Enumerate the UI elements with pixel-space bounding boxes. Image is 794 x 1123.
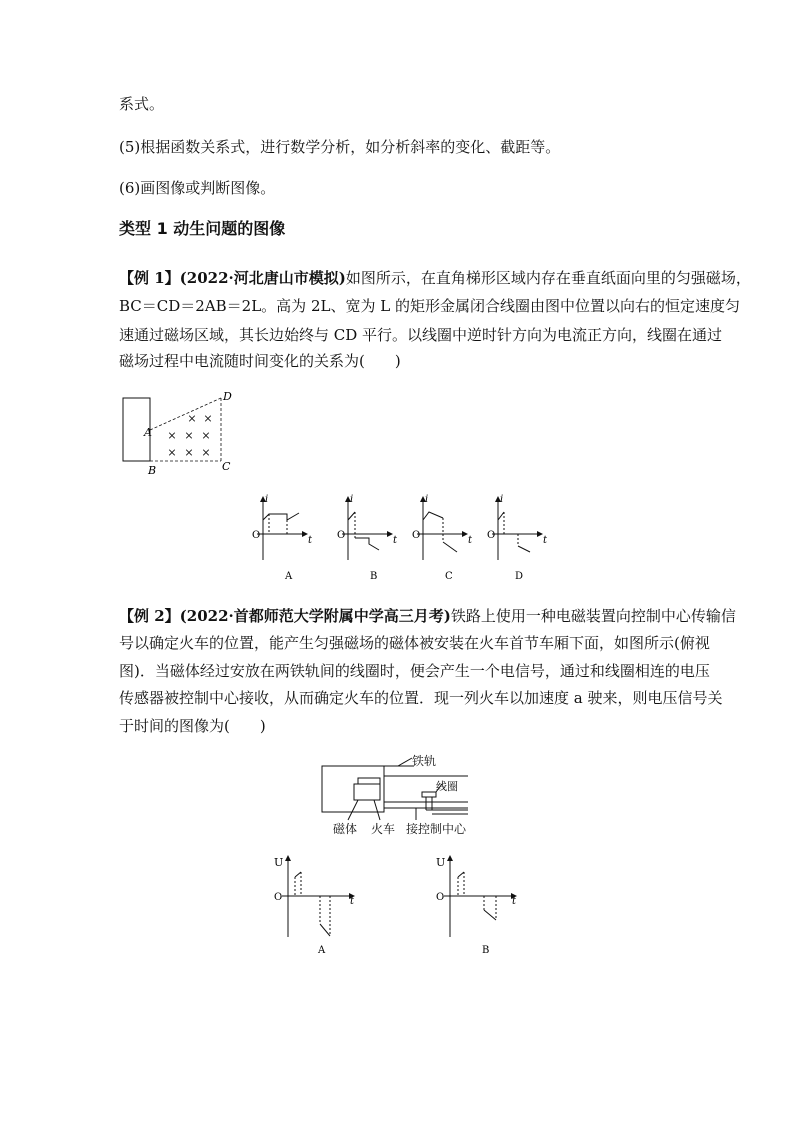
label-B: B	[148, 464, 157, 477]
ex2-graph-B-option: B	[482, 945, 490, 956]
svg-text:×: ×	[187, 412, 197, 425]
text-line-1: 系式。	[119, 95, 165, 113]
ex1-line-1	[119, 268, 751, 288]
ex2-graph-A-y-label: U	[274, 856, 284, 869]
svg-text:×: ×	[184, 446, 194, 459]
label-control: 接控制中心	[406, 822, 467, 836]
ex2-tag: 【例 2】	[119, 607, 180, 625]
ex1-line1-rest: 如图所示，在直角梯形区域内存在垂直纸面向里的匀强磁场，	[345, 269, 751, 287]
svg-text:×: ×	[203, 412, 213, 425]
svg-text:×: ×	[201, 429, 211, 442]
graph-B	[342, 497, 392, 560]
ex2-graph-A-option: A	[318, 945, 326, 956]
text-line-2: (5)根据函数关系式，进行数学分析，如分析斜率的变化、截距等。	[119, 138, 561, 156]
graph-A-origin: O	[252, 530, 261, 541]
ex2-line1-rest: 铁路上使用一种电磁装置向控制中心传输信	[450, 607, 736, 625]
label-coil: 线圈	[436, 780, 458, 793]
ex2-line-1	[119, 606, 736, 626]
label-D: D	[223, 390, 232, 403]
ex2-source: (2022·首都师范大学附属中学高三月考)	[179, 607, 451, 625]
graph-A-option: A	[285, 571, 293, 582]
ex2-graph-A-x-label: t	[350, 896, 355, 907]
svg-text:×: ×	[201, 446, 211, 459]
ex1-line-3: 速通过磁场区域，其长边始终与 CD 平行。以线圈中逆时针方向为电流正方向，线圈在通过	[119, 326, 723, 344]
graph-D-option: D	[515, 571, 524, 582]
ex2-line-3: 图)．当磁体经过安放在两铁轨间的线圈时，便会产生一个电信号，通过和线圈相连的电压	[119, 662, 710, 680]
ex2-line-2: 号以确定火车的位置，能产生匀强磁场的磁体被安装在火车首节车厢下面，如图所示(俯视	[119, 634, 710, 652]
graph-B-x-label: t	[393, 535, 398, 546]
ex2-graph-B-origin: O	[436, 892, 445, 903]
ex2-graph-A-origin: O	[274, 892, 283, 903]
ex2-line-5: 于时间的图像为( )	[119, 717, 266, 735]
label-magnet: 磁体	[333, 822, 358, 836]
ex2-graph-B-y-label: U	[436, 856, 446, 869]
label-C: C	[222, 460, 231, 473]
ex2-line-4: 传感器被控制中心接收，从而确定火车的位置．现一列火车以加速度 a 驶来，则电压信号关	[119, 689, 723, 707]
graph-C-option: C	[445, 571, 453, 582]
ex2-graph-B	[444, 856, 516, 937]
graph-B-origin: O	[337, 530, 346, 541]
section-heading: 类型 1 动生问题的图像	[119, 219, 286, 238]
svg-text:×: ×	[184, 429, 194, 442]
ex1-source: (2022·河北唐山市模拟)	[179, 269, 346, 287]
graph-A-x-label: t	[308, 535, 313, 546]
ex1-option-graphs	[245, 492, 565, 587]
graph-C-y-label: i	[425, 494, 429, 505]
graph-A	[257, 497, 307, 560]
graph-C	[417, 497, 467, 560]
ex2-option-graphs	[268, 852, 538, 960]
ex1-main-figure	[115, 388, 245, 478]
svg-text:×: ×	[167, 429, 177, 442]
graph-A-y-label: i	[265, 494, 269, 505]
ex1-line-4: 磁场过程中电流随时间变化的关系为( )	[119, 352, 401, 370]
ex2-graph-B-x-label: t	[512, 896, 517, 907]
label-train: 火车	[371, 822, 396, 836]
graph-D-y-label: i	[500, 494, 504, 505]
graph-D-x-label: t	[543, 535, 548, 546]
ex1-tag: 【例 1】	[119, 269, 180, 287]
label-rail: 铁轨	[412, 754, 437, 768]
ex2-graph-A	[282, 856, 354, 937]
text-line-3: (6)画图像或判断图像。	[119, 179, 276, 197]
graph-D	[492, 497, 542, 560]
graph-B-y-label: i	[350, 494, 354, 505]
graph-D-origin: O	[487, 530, 496, 541]
graph-B-option: B	[370, 571, 378, 582]
svg-text:×: ×	[167, 446, 177, 459]
ex1-line-2: BC＝CD＝2AB＝2L。高为 2L、宽为 L 的矩形金属闭合线圈由图中位置以向右的恒定速度匀	[119, 297, 740, 315]
graph-C-origin: O	[412, 530, 421, 541]
graph-C-x-label: t	[468, 535, 473, 546]
label-A: A	[144, 426, 152, 439]
